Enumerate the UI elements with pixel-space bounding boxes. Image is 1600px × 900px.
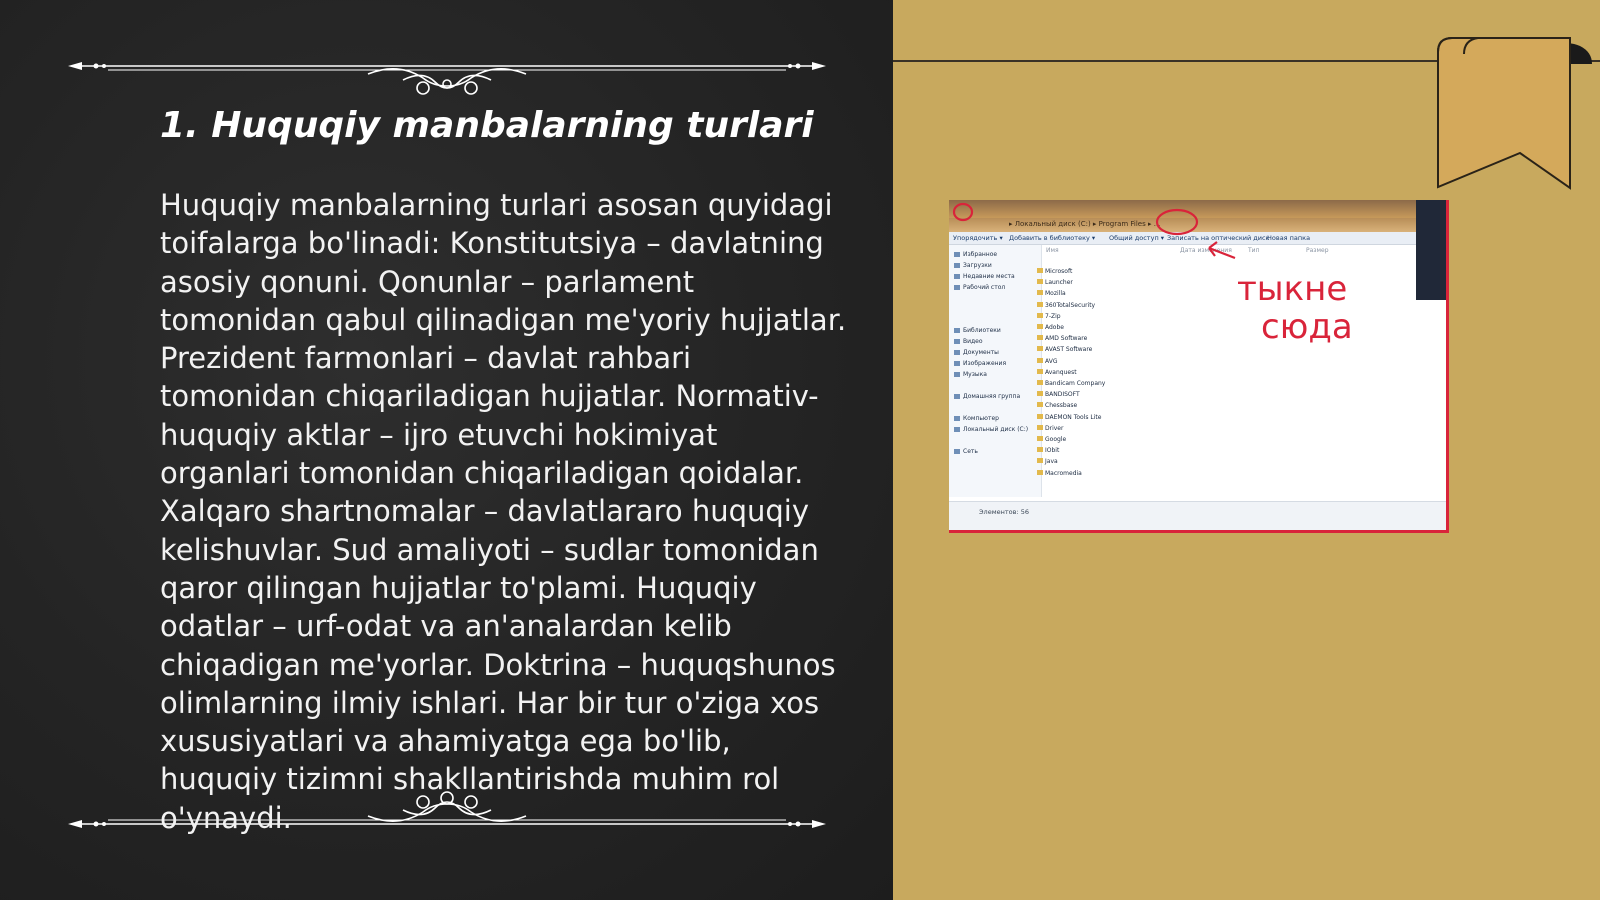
ss-column-type: Тип: [1248, 247, 1260, 254]
ss-column-name: Имя: [1046, 247, 1059, 254]
ss-nav-item: Изображения: [963, 360, 1007, 367]
ss-file-row: Java: [1045, 458, 1058, 466]
ss-preview-panel: [1416, 200, 1446, 300]
ss-nav-item: Библиотеки: [963, 327, 1001, 334]
ss-nav-item: Музыка: [963, 371, 987, 378]
ss-nav-item: Недавние места: [963, 273, 1015, 280]
ss-nav-item: Рабочий стол: [963, 284, 1006, 291]
ss-file-row: 360TotalSecurity: [1045, 301, 1096, 309]
top-ornament: [68, 52, 826, 102]
ss-nav-item: Компьютер: [963, 415, 999, 422]
ss-file-row: IObit: [1045, 447, 1060, 455]
handwriting-line-2: сюда: [1261, 307, 1353, 347]
ss-toolbar-item: Добавить в библиотеку ▾: [1009, 234, 1096, 242]
ss-address-text: ▸ Локальный диск (C:) ▸ Program Files ▸ ...: [1009, 220, 1161, 228]
ss-file-row: DAEMON Tools Lite: [1045, 413, 1102, 421]
ss-file-row: AMD Software: [1045, 335, 1088, 343]
ss-nav-item: Избранное: [963, 251, 998, 258]
ss-toolbar-item: Упорядочить ▾: [953, 234, 1003, 242]
ss-nav-item: Видео: [963, 338, 983, 345]
ss-titlebar: [949, 200, 1446, 218]
ss-nav-item: Документы: [963, 349, 999, 356]
ss-file-row: Macromedia: [1045, 469, 1082, 477]
ss-file-row: AVG: [1045, 357, 1058, 365]
ss-toolbar-item: Записать на оптический диск: [1167, 234, 1270, 242]
ss-toolbar-item: Общий доступ ▾: [1109, 234, 1165, 242]
ss-toolbar-item: Новая папка: [1267, 234, 1311, 242]
ss-nav-item: Домашняя группа: [963, 393, 1021, 400]
ss-nav-item: Локальный диск (C:): [963, 426, 1029, 433]
ss-file-row: Driver: [1045, 424, 1064, 432]
ss-nav-item: Загрузки: [963, 262, 992, 269]
ss-column-header: [1044, 246, 1446, 256]
ss-nav-item: Сеть: [963, 448, 978, 455]
ss-column-size: Размер: [1306, 247, 1329, 254]
slide-title: 1. Huquqiy manbalarning turlari: [160, 105, 814, 146]
ss-file-row: Adobe: [1045, 324, 1064, 331]
ss-sidebar: [949, 245, 1042, 497]
ss-file-row: Google: [1045, 436, 1067, 443]
ss-file-row: Bandicam Company: [1045, 380, 1106, 387]
ss-file-row: Chessbase: [1045, 402, 1078, 410]
ss-file-row: 7-Zip: [1045, 312, 1061, 320]
ss-file-row: Microsoft: [1045, 268, 1073, 275]
ss-file-row: BANDISOFT: [1045, 391, 1080, 399]
ss-file-row: Launcher: [1045, 279, 1073, 287]
ss-file-row: AVAST Software: [1045, 346, 1093, 354]
explorer-screenshot-image: [949, 200, 1449, 533]
ss-column-date: Дата изменения: [1180, 247, 1232, 254]
ss-toolbar: [949, 232, 1446, 245]
bookmark-ribbon-icon: [1430, 34, 1595, 204]
ss-status-text: Элементов: 56: [979, 508, 1029, 516]
slide-body-text: Huquqiy manbalarning turlari asosan quyidagi toifalarga bo'linadi: Konstitutsiya – davlatning asosiy qonuni. Qonunlar – parlament tomonidan qabul qilinadigan me'yoriy hujjatlar. Prezident farmonlari – davlat rahbari tomonidan chiqariladigan hujjatlar. Normativ-huquqiy aktlar – ijro etuvchi hokimiyat organlari tomonidan chiqariladigan qoidalar. Xalqaro shartnomalar – davlatlararo huquqiy kelishuvlar. Sud amaliyoti – sudlar tomonidan qaror qilingan hujjatlar to'plami. Huquqiy odatlar – urf-odat va an'analardan kelib chiqadigan me'yorlar. Doktrina – huquqshunos olimlarning ilmiy ishlari. Har bir tur o'ziga xos xususiyatlari va ahamiyatga ega bo'lib, huquqiy tizimni shakllantirishda muhim rol o'ynaydi.: [160, 188, 847, 835]
ss-file-row: Avanquest: [1045, 368, 1077, 376]
ss-statusbar: [949, 501, 1446, 530]
handwriting-line-1: тыкне: [1237, 269, 1348, 309]
ss-file-row: Mozilla: [1045, 290, 1066, 298]
